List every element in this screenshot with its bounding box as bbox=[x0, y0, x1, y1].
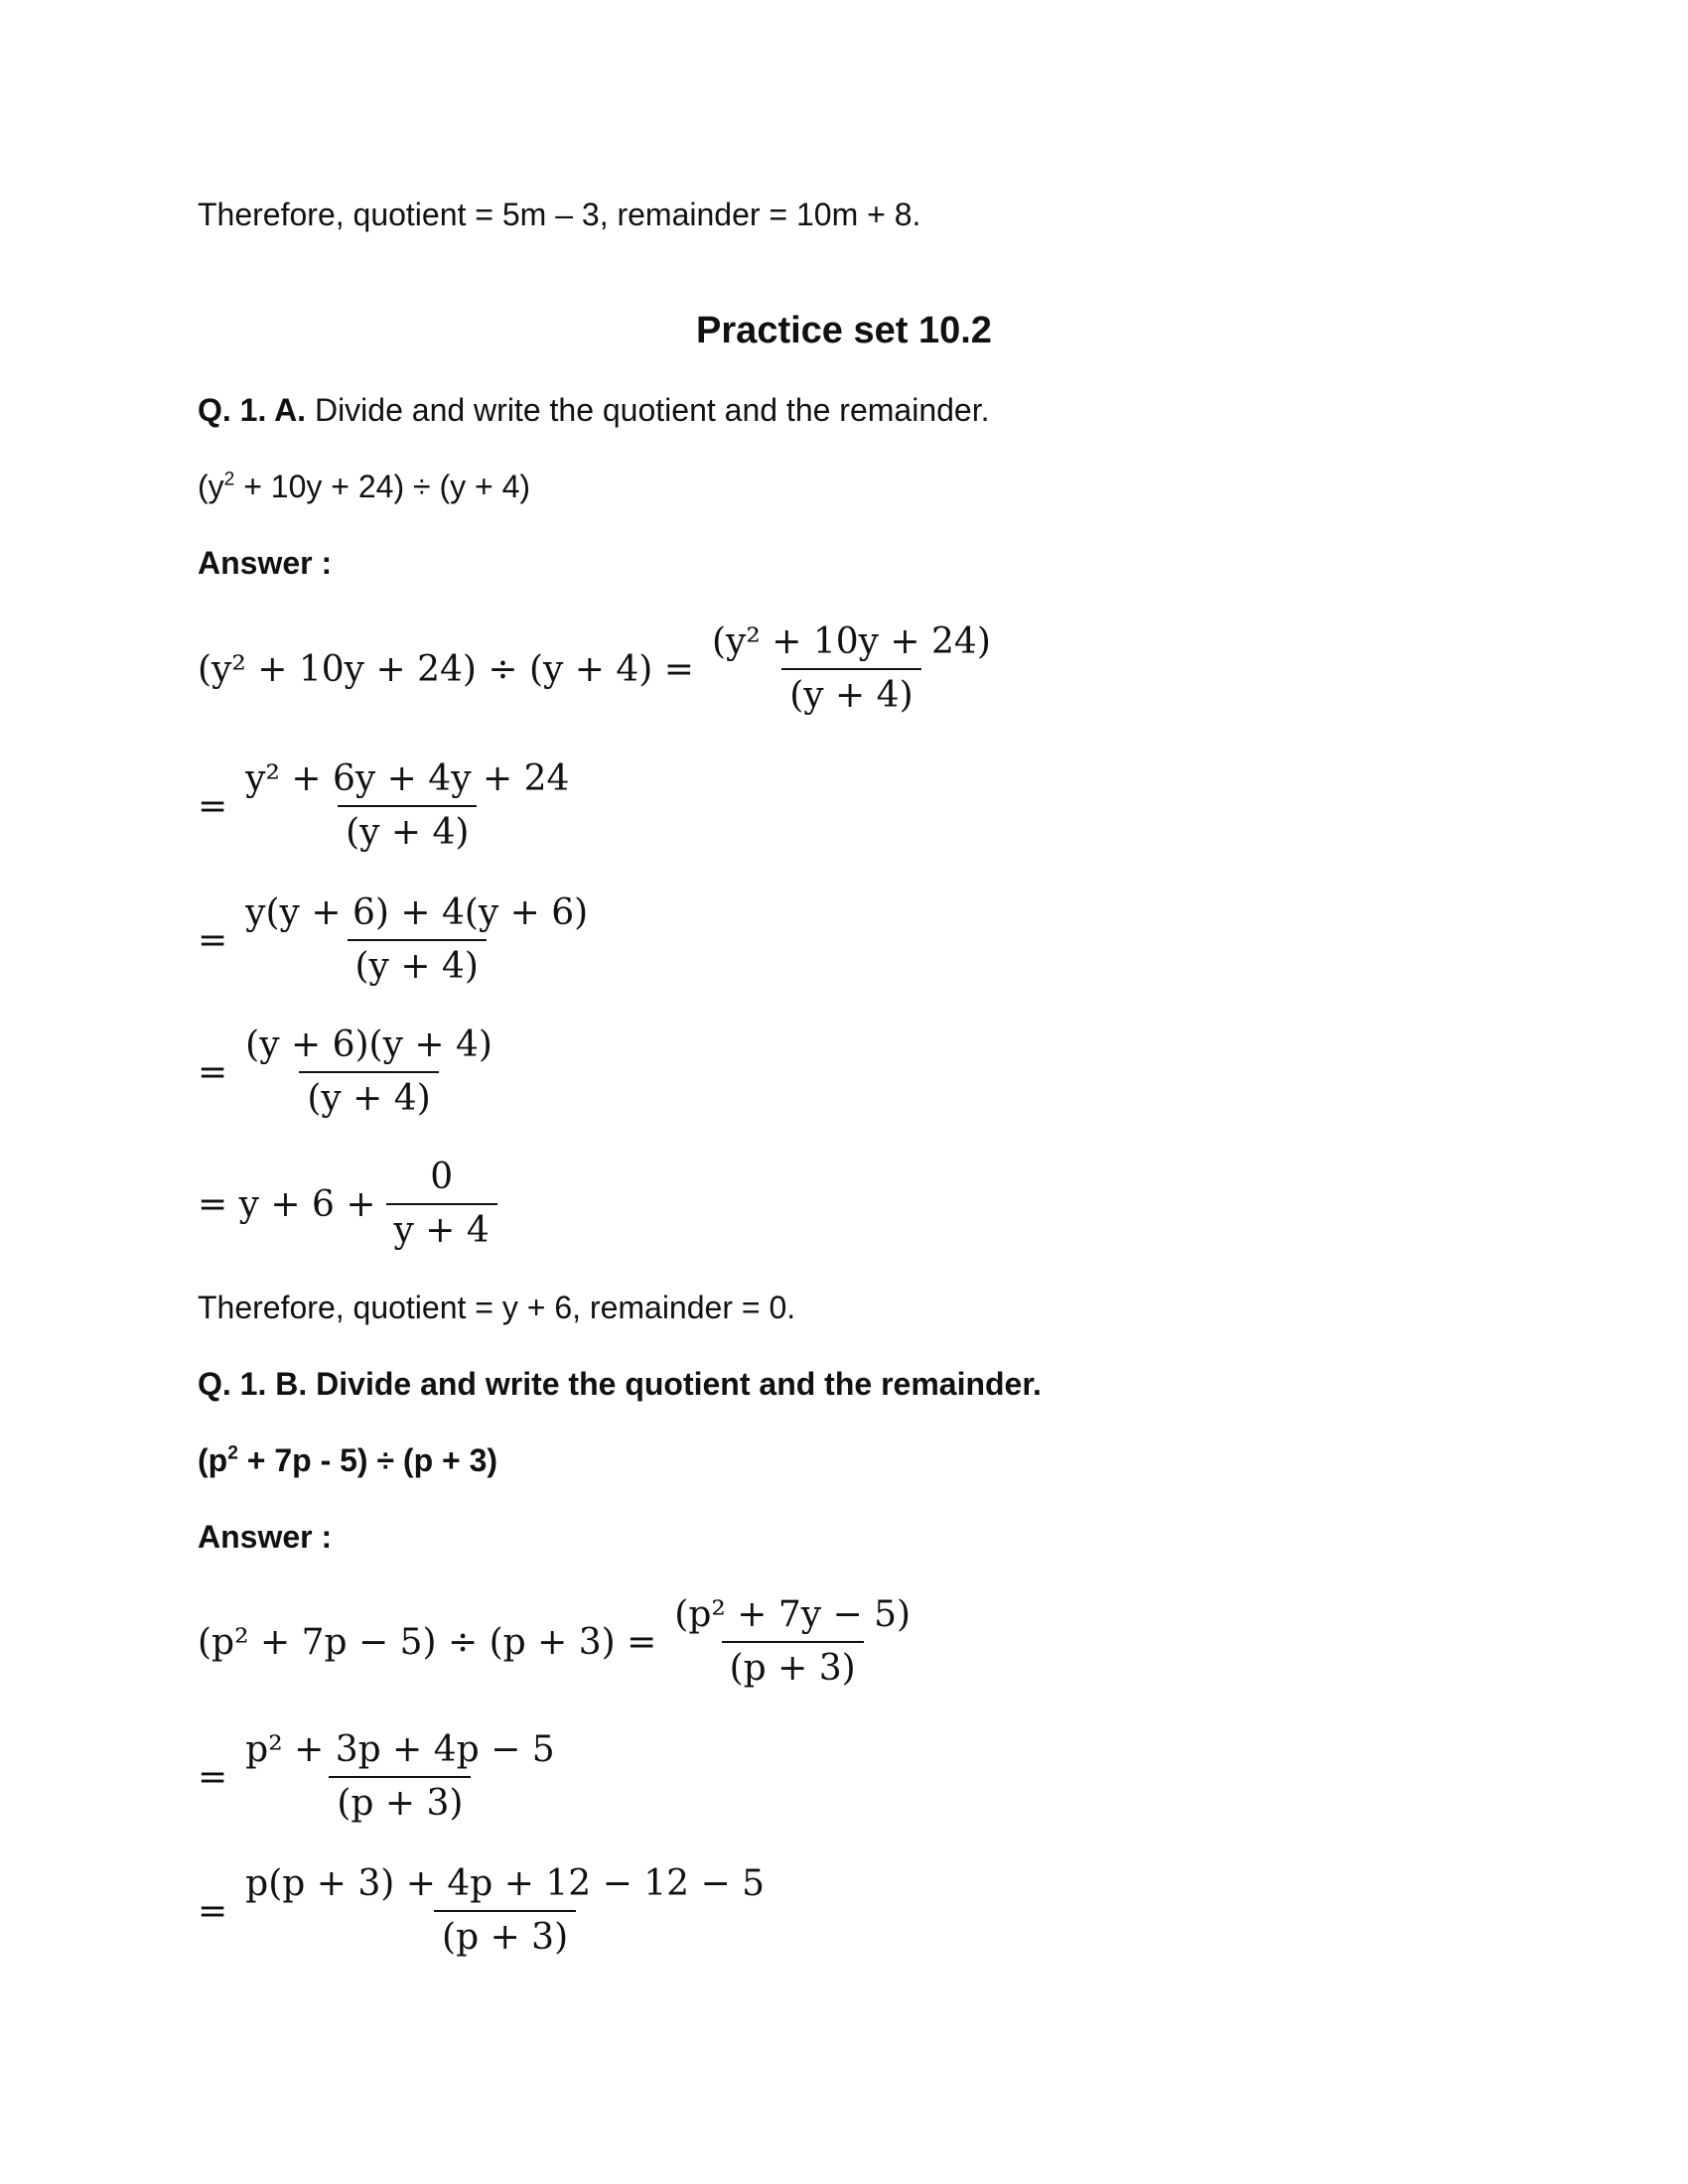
q1b-expression bbox=[198, 1440, 497, 1480]
fraction-denominator: (p + 3) bbox=[722, 1641, 864, 1691]
q1b-expr-tail: + 7p - 5) ÷ (p + 3) bbox=[237, 1442, 498, 1478]
section-title: Practice set 10.2 bbox=[696, 310, 992, 351]
q1a-expr-tail: + 10y + 24) ÷ (y + 4) bbox=[234, 469, 531, 504]
q1a-expr-lead: (y bbox=[198, 469, 224, 504]
q1a-label: Q. 1. A. bbox=[198, 392, 307, 428]
q1a-step-1 bbox=[198, 620, 1005, 718]
fraction-numerator: (p² + 7y − 5) bbox=[674, 1594, 912, 1635]
equals-sign: = bbox=[198, 1051, 228, 1093]
fraction-denominator: (y + 4) bbox=[338, 805, 477, 855]
q1a-step-4 bbox=[198, 1024, 506, 1121]
q1a-expr-exponent: 2 bbox=[223, 469, 235, 490]
q1b-step-2 bbox=[198, 1728, 569, 1826]
q1a-step1-lhs: (y² + 10y + 24) ÷ (y + 4) = bbox=[198, 648, 694, 690]
fraction-denominator: (p + 3) bbox=[434, 1910, 576, 1960]
q1b-step1-fraction bbox=[666, 1593, 918, 1691]
fraction-denominator: (y + 4) bbox=[781, 668, 920, 718]
q1a-instruction: Divide and write the quotient and the remainder. bbox=[314, 392, 990, 428]
q1b-expr-lead: (p bbox=[198, 1442, 228, 1478]
q1b-expr-exponent: 2 bbox=[227, 1442, 238, 1464]
equals-sign: = bbox=[198, 785, 228, 827]
q1a-question bbox=[198, 390, 989, 430]
q1a-step5-lead: = y + 6 + bbox=[198, 1183, 376, 1225]
fraction-numerator: (y² + 10y + 24) bbox=[711, 621, 991, 662]
q1a-step2-fraction bbox=[237, 757, 577, 855]
fraction-numerator: 0 bbox=[430, 1157, 454, 1197]
q1b-answer-label: Answer : bbox=[198, 1519, 333, 1555]
fraction-numerator: (y + 6)(y + 4) bbox=[245, 1024, 492, 1065]
fraction-denominator: (y + 4) bbox=[299, 1071, 438, 1121]
q1a-step5-fraction bbox=[386, 1156, 497, 1253]
q1a-conclusion: Therefore, quotient = y + 6, remainder = 0. bbox=[198, 1290, 796, 1325]
q1b-step2-fraction bbox=[237, 1728, 562, 1826]
fraction-numerator: p² + 3p + 4p − 5 bbox=[245, 1729, 555, 1770]
q1a-answer-label: Answer : bbox=[198, 545, 333, 581]
q1b-step1-lhs: (p² + 7p − 5) ÷ (p + 3) = bbox=[198, 1621, 657, 1663]
q1a-step4-fraction bbox=[237, 1024, 500, 1121]
fraction-numerator: y² + 6y + 4y + 24 bbox=[245, 758, 570, 799]
equals-sign: = bbox=[198, 919, 228, 961]
fraction-denominator: (p + 3) bbox=[329, 1776, 471, 1826]
q1a-step1-fraction bbox=[704, 620, 999, 718]
previous-conclusion: Therefore, quotient = 5m – 3, remainder = 10m + 8. bbox=[198, 197, 921, 232]
fraction-numerator: y(y + 6) + 4(y + 6) bbox=[245, 892, 589, 933]
fraction-numerator: p(p + 3) + 4p + 12 − 12 − 5 bbox=[245, 1863, 765, 1904]
q1b-step-1 bbox=[198, 1593, 924, 1691]
q1a-step-5 bbox=[198, 1156, 503, 1253]
equals-sign: = bbox=[198, 1756, 228, 1798]
q1a-expression bbox=[198, 467, 530, 506]
q1a-step3-fraction bbox=[237, 891, 596, 989]
q1a-step-2 bbox=[198, 757, 583, 855]
q1b-step-3 bbox=[198, 1862, 778, 1960]
fraction-denominator: (y + 4) bbox=[348, 939, 487, 989]
fraction-denominator: y + 4 bbox=[386, 1203, 497, 1253]
q1a-step-3 bbox=[198, 891, 602, 989]
q1b-heading: Q. 1. B. Divide and write the quotient and the remainder. bbox=[198, 1366, 1042, 1402]
q1b-step3-fraction bbox=[237, 1862, 773, 1960]
equals-sign: = bbox=[198, 1890, 228, 1932]
